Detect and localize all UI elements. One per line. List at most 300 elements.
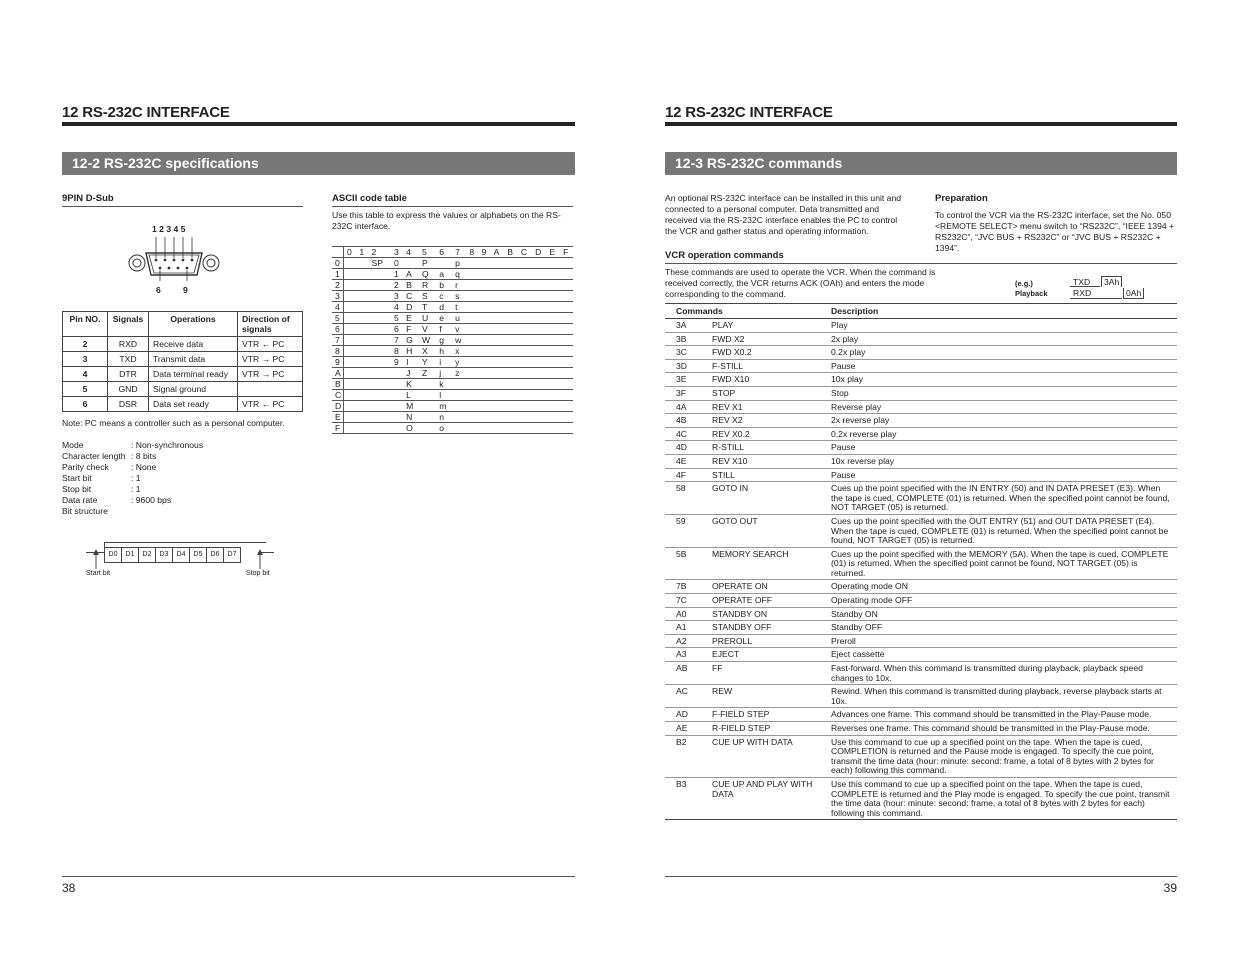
ascii-cell: K [403, 379, 419, 390]
command-name: STILL [701, 468, 820, 482]
command-name: REW [701, 685, 820, 708]
ascii-cell [518, 313, 532, 324]
ascii-cell [504, 368, 518, 379]
command-row [665, 621, 1177, 635]
spec-value: : 9600 bps [131, 495, 172, 505]
ascii-cell [491, 357, 505, 368]
ascii-cell: D [403, 302, 419, 313]
ascii-cell: Q [419, 269, 436, 280]
command-code: 4A [665, 400, 701, 414]
ascii-cell [356, 291, 368, 302]
ascii-cell [547, 291, 561, 302]
ascii-cell: 2 [391, 280, 403, 291]
ascii-cell: W [419, 335, 436, 346]
ascii-cell: 6 [436, 247, 452, 258]
ascii-row [332, 368, 573, 379]
ascii-cell [560, 335, 573, 346]
command-row [665, 454, 1177, 468]
ascii-cell: 0 [391, 258, 403, 269]
ascii-cell [491, 346, 505, 357]
ascii-cell [368, 269, 391, 280]
command-name: CUE UP AND PLAY WITH DATA [701, 777, 820, 819]
ascii-cell [391, 423, 403, 434]
table-row [63, 337, 303, 352]
ascii-row [332, 335, 573, 346]
direction-col-header: Direction of signals [238, 312, 303, 337]
ascii-cell [532, 291, 546, 302]
page-number: 39 [665, 876, 1177, 895]
ascii-cell: C [518, 247, 532, 258]
ascii-cell [547, 379, 561, 390]
pin-table [62, 311, 303, 412]
ascii-cell [479, 302, 491, 313]
command-description: Reverses one frame. This command should be transmitted in the Play-Pause mode. [820, 722, 1177, 736]
ascii-cell [532, 346, 546, 357]
preparation-heading: Preparation [935, 193, 988, 204]
chapter-heading: 12 RS-232C INTERFACE [62, 104, 575, 126]
ascii-cell [504, 324, 518, 335]
ascii-cell [504, 390, 518, 401]
example-rxd-value: 0Ah [1123, 288, 1144, 299]
ascii-cell: m [436, 401, 452, 412]
ascii-cell [504, 313, 518, 324]
spec-value: : 1 [131, 484, 141, 494]
ascii-cell: k [436, 379, 452, 390]
description-col-header: Description [820, 304, 1177, 319]
command-code: AB [665, 662, 701, 685]
ascii-cell: g [436, 335, 452, 346]
ascii-cell: E [547, 247, 561, 258]
ascii-cell [504, 423, 518, 434]
ascii-cell: R [419, 280, 436, 291]
pin-operation: Transmit data [149, 352, 238, 367]
ascii-cell [419, 401, 436, 412]
ascii-cell [479, 357, 491, 368]
ascii-cell: B [504, 247, 518, 258]
ascii-cell [479, 269, 491, 280]
page-number: 38 [62, 876, 575, 895]
pin-signal: GND [108, 382, 149, 397]
ascii-cell: u [452, 313, 466, 324]
pin-direction: VTR → PC [238, 352, 303, 367]
right-page [665, 0, 1177, 954]
command-name: FWD X2 [701, 332, 820, 346]
spec-label: Character length [62, 451, 126, 461]
ascii-cell [344, 280, 357, 291]
ascii-row [332, 280, 573, 291]
ascii-cell [391, 412, 403, 423]
ascii-row [332, 390, 573, 401]
spec-label: Mode [62, 440, 84, 450]
ascii-cell [504, 412, 518, 423]
ascii-cell [368, 346, 391, 357]
command-code: 3A [665, 319, 701, 333]
command-name: CUE UP WITH DATA [701, 735, 820, 777]
ascii-cell [344, 313, 357, 324]
ascii-cell [504, 302, 518, 313]
ascii-cell: P [419, 258, 436, 269]
data-bit: D0 [105, 547, 122, 563]
dsub-connector-diagram [124, 224, 244, 296]
ascii-cell [518, 335, 532, 346]
ascii-cell: 5 [391, 313, 403, 324]
command-description: Pause [820, 359, 1177, 373]
ascii-cell [532, 357, 546, 368]
ascii-cell: l [436, 390, 452, 401]
ascii-cell [504, 346, 518, 357]
command-row [665, 427, 1177, 441]
ascii-row [332, 291, 573, 302]
ascii-cell [436, 258, 452, 269]
ascii-cell: 8 [391, 346, 403, 357]
ascii-cell: r [452, 280, 466, 291]
ascii-cell: S [419, 291, 436, 302]
ascii-cell: a [436, 269, 452, 280]
command-row [665, 373, 1177, 387]
ascii-cell [356, 324, 368, 335]
ascii-row-header: 9 [332, 357, 344, 368]
ascii-cell: Z [419, 368, 436, 379]
command-description: Standby OFF [820, 621, 1177, 635]
ascii-cell [344, 412, 357, 423]
ascii-cell [466, 313, 478, 324]
ascii-cell [466, 412, 478, 423]
ascii-cell [532, 302, 546, 313]
example-diagram [1015, 276, 1175, 302]
ascii-cell: T [419, 302, 436, 313]
ascii-cell [560, 390, 573, 401]
ascii-cell [491, 390, 505, 401]
command-code: B2 [665, 735, 701, 777]
command-name: REV X10 [701, 454, 820, 468]
ascii-cell [491, 291, 505, 302]
ascii-cell: G [403, 335, 419, 346]
ascii-cell [560, 291, 573, 302]
command-description: Preroll [820, 634, 1177, 648]
ascii-cell [479, 291, 491, 302]
ascii-cell [518, 390, 532, 401]
pin-number: 2 [63, 337, 108, 352]
spec-label: Start bit [62, 473, 92, 483]
ascii-cell: f [436, 324, 452, 335]
ascii-cell: 3 [391, 291, 403, 302]
ascii-cell [391, 401, 403, 412]
ascii-cell [479, 390, 491, 401]
ascii-cell [518, 269, 532, 280]
ascii-row-header: 6 [332, 324, 344, 335]
pin-signal: TXD [108, 352, 149, 367]
ascii-cell [479, 401, 491, 412]
command-row [665, 777, 1177, 819]
ascii-cell [419, 423, 436, 434]
command-row [665, 332, 1177, 346]
ascii-row [332, 324, 573, 335]
ascii-cell [368, 324, 391, 335]
command-row [665, 685, 1177, 708]
command-code: 7B [665, 580, 701, 594]
ascii-table [332, 246, 573, 434]
ascii-cell: I [403, 357, 419, 368]
ascii-row [332, 412, 573, 423]
ascii-cell [344, 346, 357, 357]
example-txd-value: 3Ah [1101, 276, 1122, 287]
ascii-cell: B [403, 280, 419, 291]
ascii-cell [504, 280, 518, 291]
command-code: AC [665, 685, 701, 708]
ascii-cell [518, 357, 532, 368]
command-description: Reverse play [820, 400, 1177, 414]
ascii-cell [368, 302, 391, 313]
ascii-cell: 3 [391, 247, 403, 258]
command-row [665, 634, 1177, 648]
ascii-cell [560, 346, 573, 357]
ascii-cell [518, 379, 532, 390]
ascii-cell [466, 280, 478, 291]
command-description: 2x reverse play [820, 414, 1177, 428]
command-name: STOP [701, 386, 820, 400]
operation-col-header: Operations [149, 312, 238, 337]
command-description: Operating mode OFF [820, 594, 1177, 608]
command-row [665, 482, 1177, 515]
table-row [63, 352, 303, 367]
command-code: 4D [665, 441, 701, 455]
ascii-cell: N [403, 412, 419, 423]
command-description: Cues up the point specified with the MEMORY (5A). When the tape is cued, COMPLETE (01) is returned. When the specified point cannot be found, NOT TARGET (05) is returned. [820, 547, 1177, 580]
ascii-cell: C [403, 291, 419, 302]
ascii-cell [356, 379, 368, 390]
command-code: 4F [665, 468, 701, 482]
ascii-cell [419, 390, 436, 401]
ascii-cell: D [532, 247, 546, 258]
ascii-cell [504, 269, 518, 280]
ascii-cell [547, 423, 561, 434]
ascii-cell [403, 258, 419, 269]
ascii-row-header: 8 [332, 346, 344, 357]
ascii-cell [344, 302, 357, 313]
ascii-cell [479, 324, 491, 335]
ascii-cell [466, 302, 478, 313]
ascii-cell [356, 258, 368, 269]
ascii-cell [479, 379, 491, 390]
ascii-row [332, 313, 573, 324]
ascii-cell: s [452, 291, 466, 302]
command-row [665, 319, 1177, 333]
pin-operation: Receive data [149, 337, 238, 352]
vcr-commands-text: These commands are used to operate the VCR. When the command is received correctly, the VCR returns ACK (OAh) and enters the mode corresponding to the command. [665, 267, 936, 299]
ascii-cell [504, 357, 518, 368]
command-description: Pause [820, 468, 1177, 482]
commands-col-header: Commands [665, 304, 820, 319]
ascii-cell [491, 412, 505, 423]
ascii-row [332, 302, 573, 313]
ascii-cell [368, 379, 391, 390]
ascii-cell [518, 412, 532, 423]
ascii-cell [532, 258, 546, 269]
ascii-cell [547, 368, 561, 379]
ascii-cell: L [403, 390, 419, 401]
ascii-cell: O [403, 423, 419, 434]
command-name: FWD X0.2 [701, 346, 820, 360]
ascii-cell [391, 368, 403, 379]
ascii-cell [466, 258, 478, 269]
ascii-cell [518, 324, 532, 335]
command-description: Cues up the point specified with the OUT ENTRY (51) and OUT DATA PRESET (E4). When the tape is cued, COMPLETE (01) is returned. When the specified point cannot be found, NOT TARGET (05) is returned. [820, 514, 1177, 547]
ascii-cell [479, 346, 491, 357]
command-description: Fast-forward. When this command is transmitted during playback, playback speed changes to 10x. [820, 662, 1177, 685]
command-description: Play [820, 319, 1177, 333]
ascii-cell [560, 269, 573, 280]
data-bit: D3 [156, 547, 173, 563]
ascii-cell: x [452, 346, 466, 357]
ascii-cell [504, 291, 518, 302]
pin-number: 5 [63, 382, 108, 397]
spec-row [62, 451, 203, 462]
ascii-cell: h [436, 346, 452, 357]
ascii-row [332, 423, 573, 434]
pin-operation: Data terminal ready [149, 367, 238, 382]
command-name: GOTO IN [701, 482, 820, 515]
command-description: Use this command to cue up a specified point on the tape. When the tape is cued, COMPLETE is returned and the Play mode is engaged. To specify the cue point, transmit the time data (hour: minute: second: frame, a total of 8 bytes with 2 bytes for each) following this command. [820, 777, 1177, 819]
ascii-cell [368, 280, 391, 291]
ascii-cell: Y [419, 357, 436, 368]
ascii-cell [547, 269, 561, 280]
ascii-cell: 6 [391, 324, 403, 335]
ascii-cell [479, 258, 491, 269]
ascii-cell [547, 401, 561, 412]
ascii-cell [479, 368, 491, 379]
ascii-cell [532, 379, 546, 390]
data-bit: D7 [224, 547, 241, 563]
ascii-row [332, 258, 573, 269]
signal-col-header: Signals [108, 312, 149, 337]
spec-value: : 8 bits [131, 451, 157, 461]
command-code: AE [665, 722, 701, 736]
ascii-cell [356, 335, 368, 346]
ascii-cell [532, 313, 546, 324]
example-txd: TXD [1073, 277, 1091, 287]
table-row [63, 367, 303, 382]
ascii-cell [560, 423, 573, 434]
command-description: 0.2x reverse play [820, 427, 1177, 441]
command-description: Use this command to cue up a specified point on the tape. When the tape is cued, COMPLETION is returned and the Pause mode is engaged. To specify the cue point, transmit the time data (hour: minute: second: frame, a total of 8 bytes with 2 bytes for each) following this command. [820, 735, 1177, 777]
ascii-cell: v [452, 324, 466, 335]
ascii-cell [466, 357, 478, 368]
ascii-cell [547, 324, 561, 335]
ascii-cell [356, 280, 368, 291]
ascii-cell: 0 [344, 247, 357, 258]
ascii-row [332, 346, 573, 357]
ascii-cell [518, 346, 532, 357]
ascii-cell [368, 423, 391, 434]
command-name: R-STILL [701, 441, 820, 455]
spec-row [62, 462, 203, 473]
ascii-cell: y [452, 357, 466, 368]
command-row [665, 547, 1177, 580]
ascii-row-header: 5 [332, 313, 344, 324]
command-code: 4B [665, 414, 701, 428]
ascii-cell [491, 313, 505, 324]
ascii-cell [560, 313, 573, 324]
ascii-cell: M [403, 401, 419, 412]
ascii-cell [356, 368, 368, 379]
ascii-cell [491, 423, 505, 434]
connector-top-pins: 1 2 3 4 5 [152, 224, 186, 234]
ascii-heading: ASCII code table [332, 193, 573, 207]
command-description: Eject cassette [820, 648, 1177, 662]
ascii-cell: 7 [391, 335, 403, 346]
ascii-cell: c [436, 291, 452, 302]
command-code: 4E [665, 454, 701, 468]
ascii-cell [518, 291, 532, 302]
command-name: PLAY [701, 319, 820, 333]
command-name: FWD X10 [701, 373, 820, 387]
ascii-cell [452, 401, 466, 412]
ascii-cell [479, 313, 491, 324]
connector-pin-6: 6 [156, 285, 161, 295]
command-name: R-FIELD STEP [701, 722, 820, 736]
ascii-cell: 8 [466, 247, 478, 258]
ascii-cell [356, 346, 368, 357]
spec-value: : None [131, 462, 157, 472]
pin-number: 4 [63, 367, 108, 382]
pin-heading: 9PIN D-Sub [62, 193, 303, 207]
command-name: GOTO OUT [701, 514, 820, 547]
commands-table [665, 303, 1177, 820]
command-name: STANDBY ON [701, 607, 820, 621]
ascii-cell [466, 379, 478, 390]
ascii-cell [479, 335, 491, 346]
pin-number: 3 [63, 352, 108, 367]
ascii-cell [491, 401, 505, 412]
ascii-cell [532, 324, 546, 335]
command-code: 58 [665, 482, 701, 515]
ascii-cell: 4 [403, 247, 419, 258]
ascii-cell [368, 412, 391, 423]
ascii-cell: J [403, 368, 419, 379]
command-description: 10x reverse play [820, 454, 1177, 468]
ascii-cell [532, 390, 546, 401]
ascii-cell: e [436, 313, 452, 324]
ascii-cell: H [403, 346, 419, 357]
ascii-cell [368, 335, 391, 346]
spec-label: Parity check [62, 462, 109, 472]
command-description: Cues up the point specified with the IN ENTRY (50) and IN DATA PRESET (E3). When the tape is cued, COMPLETE (01) is returned. When the specified point cannot be found, NOT TARGET (05) is returned. [820, 482, 1177, 515]
command-description: Stop [820, 386, 1177, 400]
ascii-cell: V [419, 324, 436, 335]
ascii-cell [547, 335, 561, 346]
ascii-cell [419, 379, 436, 390]
ascii-cell [560, 324, 573, 335]
data-bit: D1 [122, 547, 139, 563]
ascii-cell [368, 313, 391, 324]
ascii-row [332, 357, 573, 368]
command-code: 3C [665, 346, 701, 360]
ascii-cell [547, 357, 561, 368]
command-name: REV X2 [701, 414, 820, 428]
command-name: F-STILL [701, 359, 820, 373]
ascii-cell [491, 324, 505, 335]
ascii-row [332, 379, 573, 390]
ascii-cell: F [403, 324, 419, 335]
ascii-cell [391, 390, 403, 401]
ascii-cell [560, 401, 573, 412]
ascii-cell: 1 [356, 247, 368, 258]
ascii-cell [504, 379, 518, 390]
command-row [665, 386, 1177, 400]
ascii-cell: 2 [368, 247, 391, 258]
command-description: Advances one frame. This command should be transmitted in the Play-Pause mode. [820, 708, 1177, 722]
pin-signal: DTR [108, 367, 149, 382]
